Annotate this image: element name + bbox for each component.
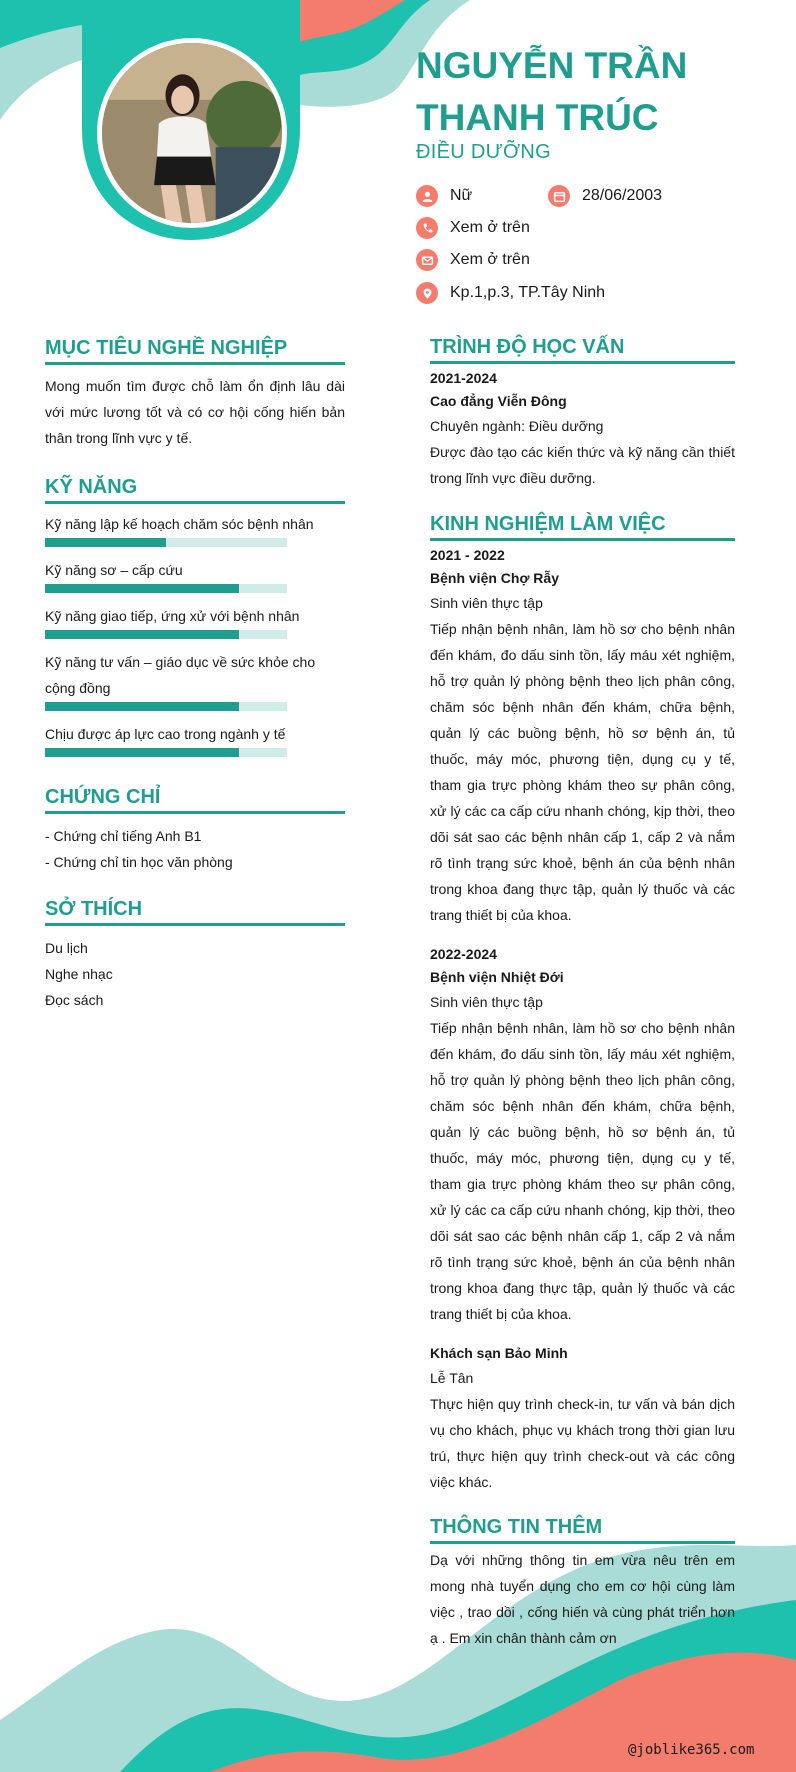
job-period: 2021 - 2022: [430, 547, 505, 563]
skill-label: Kỹ năng sơ – cấp cứu: [45, 562, 183, 578]
section-experience-title: KINH NGHIỆM LÀM VIỆC: [430, 513, 735, 541]
skill-bar-fill: [45, 584, 239, 593]
skill-label: Chịu được áp lực cao trong ngành y tế: [45, 726, 286, 742]
education-period: 2021-2024: [430, 370, 497, 386]
job-position: Sinh viên thực tập: [430, 595, 543, 611]
birthdate-value: 28/06/2003: [582, 187, 663, 204]
skill-bar: [45, 630, 287, 639]
skill-bar: [45, 702, 287, 711]
extra-text: Dạ với những thông tin em vừa nêu trên em mong nhà tuyển dụng cho em cơ hội cùng làm việc , trao dồi , cống hiến và cùng phát triển hơn ạ . Em xin chân thành cảm ơn: [430, 1552, 735, 1646]
job-description: Thực hiện quy trình check-in, tư vấn và bán dịch vụ cho khách, phục vụ khách trong thời gian lưu trú, thực hiện quy trình check-out và các công việc khác.: [430, 1396, 735, 1490]
section-skills-title: KỸ NĂNG: [45, 476, 345, 504]
job-company: Khách sạn Bảo Minh: [430, 1345, 568, 1361]
skill-item: [45, 649, 345, 711]
job-description: Tiếp nhận bệnh nhân, làm hồ sơ cho bệnh nhân đến khám, đo dấu sinh tồn, lấy máu xét nghiệm, hỗ trợ quản lý phòng bệnh theo lịch phân công, chăm sóc bệnh nhân đến khám, chữa bệnh, quản lý các buồng bệnh, hồ sơ bệnh án, tủ thuốc, máy móc, phương tiện, dụng cụ y tế, tham gia trực phòng khám theo sự phân công, xử lý các ca cấp cứu nhanh chóng, kịp thời, theo dõi sát sao các bệnh nhân cấp 1, cấp 2 và nắm rõ tình trạng sức khoẻ, bệnh án của bệnh nhân trong khoa đang thực tập, quản lý thuốc và các trang thiết bị của khoa.: [430, 1020, 735, 1322]
section-education-title: TRÌNH ĐỘ HỌC VẤN: [430, 336, 735, 364]
watermark: @joblike365.com: [628, 1742, 755, 1758]
profile-photo: [102, 43, 282, 223]
job-description: Tiếp nhận bệnh nhân, làm hồ sơ cho bệnh nhân đến khám, đo dấu sinh tồn, lấy máu xét nghiệm, hỗ trợ quản lý phòng bệnh theo lịch phân công, chăm sóc bệnh nhân đến khám, chữa bệnh, quản lý các buồng bệnh, hồ sơ bệnh án, tủ thuốc, máy móc, phương tiện, dụng cụ y tế, tham gia trực phòng khám theo sự phân công, xử lý các ca cấp cứu nhanh chóng, kịp thời, theo dõi sát sao các bệnh nhân cấp 1, cấp 2 và nắm rõ tình trạng sức khoẻ, bệnh án của bệnh nhân trong khoa đang thực tập, quản lý thuốc và các trang thiết bị của khoa.: [430, 621, 735, 923]
skill-item: [45, 603, 345, 639]
skill-label: Kỹ năng tư vấn – giáo dục về sức khỏe cho cộng đồng: [45, 654, 316, 696]
skill-bar-fill: [45, 702, 239, 711]
skill-label: Kỹ năng giao tiếp, ứng xử với bệnh nhân: [45, 608, 300, 624]
address-value: Kp.1,p.3, TP.Tây Ninh: [450, 284, 606, 301]
gender-value: Nữ: [450, 187, 473, 204]
section-objective-title: MỤC TIÊU NGHỀ NGHIỆP: [45, 337, 345, 365]
education-school: Cao đẳng Viễn Đông: [430, 393, 567, 409]
education-description: Được đào tạo các kiến thức và kỹ năng cần thiết trong lĩnh vực điều dưỡng.: [430, 444, 735, 486]
address-item: [416, 282, 605, 304]
job-company: Bệnh viện Chợ Rẫy: [430, 570, 559, 586]
skill-item: [45, 721, 345, 757]
hobby-item: Đọc sách: [45, 992, 104, 1008]
job-company: Bệnh viện Nhiệt Đới: [430, 969, 564, 985]
job-position: Sinh viên thực tập: [430, 994, 543, 1010]
email-icon: [416, 249, 438, 271]
skill-item: [45, 511, 345, 547]
candidate-name: NGUYỄN TRẦN THANH TRÚC: [416, 45, 688, 138]
avatar: [97, 38, 287, 228]
email-value: Xem ở trên: [450, 251, 530, 268]
section-hobbies-title: SỞ THÍCH: [45, 898, 345, 926]
email-item: [416, 249, 530, 271]
skill-bar: [45, 584, 287, 593]
objective-text: Mong muốn tìm được chỗ làm ổn định lâu dài với mức lương tốt và có cơ hội cống hiến bản thân trong lĩnh vực y tế.: [45, 378, 345, 446]
skill-bar-fill: [45, 748, 239, 757]
job-title: ĐIỀU DƯỠNG: [416, 141, 552, 163]
gender-item: [416, 185, 472, 207]
certificate-item: - Chứng chỉ tin học văn phòng: [45, 854, 233, 870]
job-position: Lễ Tân: [430, 1370, 474, 1386]
calendar-icon: [548, 185, 570, 207]
skill-bar: [45, 538, 287, 547]
phone-item: [416, 217, 530, 239]
hobby-item: Nghe nhạc: [45, 966, 113, 982]
birthdate-item: [548, 185, 662, 207]
skill-bar-fill: [45, 630, 239, 639]
hobby-item: Du lịch: [45, 940, 88, 956]
job-period: 2022-2024: [430, 946, 497, 962]
skill-item: [45, 557, 345, 593]
location-icon: [416, 282, 438, 304]
education-major: Chuyên ngành: Điều dưỡng: [430, 418, 604, 434]
section-certificates-title: CHỨNG CHỈ: [45, 786, 345, 814]
skill-bar: [45, 748, 287, 757]
phone-icon: [416, 217, 438, 239]
phone-value: Xem ở trên: [450, 219, 530, 236]
skill-label: Kỹ năng lập kế hoạch chăm sóc bệnh nhân: [45, 516, 314, 532]
skill-bar-fill: [45, 538, 166, 547]
user-icon: [416, 185, 438, 207]
section-extra-title: THÔNG TIN THÊM: [430, 1516, 735, 1544]
certificate-item: - Chứng chỉ tiếng Anh B1: [45, 828, 202, 844]
